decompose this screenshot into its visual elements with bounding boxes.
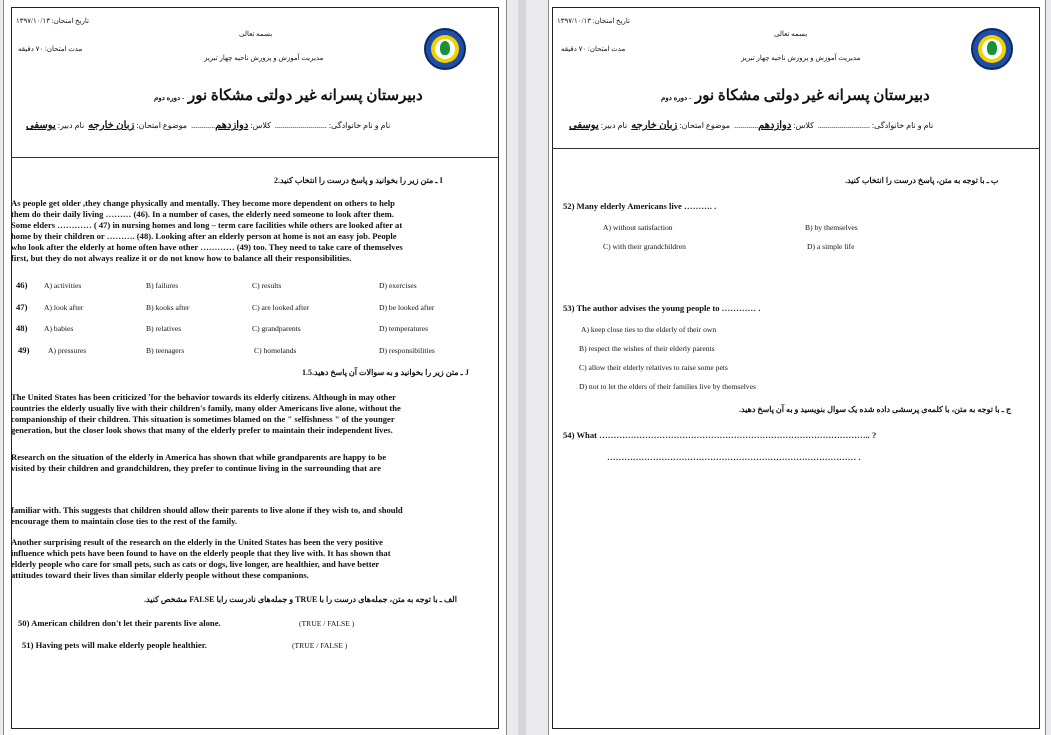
tf-instruction: الف ـ با توجه به متن، جمله‌های درست را با TRUE و جمله‌های نادرست رابا FALSE مشخص کنید. (144, 595, 457, 604)
option-a[interactable]: A) pressures (48, 346, 87, 355)
true-false-51[interactable]: (TRUE / FALSE ) (292, 641, 348, 650)
passage-2-p3: familiar with. This suggests that children should allow their parents to live alone if they wish to, and should encourage them to maintain close ties to the rest of the family. (11, 505, 403, 526)
exam-duration: مدت امتحان: ۷۰ دقیقه (561, 45, 626, 53)
passage-2-p4: Another surprising result of the research on the elderly in the United States has been the very positive influence which pets have been found to have on the elderly people that they live with. It has shown that elderly people who care for small pets, such as cats or dogs, live longer, are healthier, and have better attitudes toward their lives than similar elderly people without these companions. (11, 537, 391, 580)
basmala: بسمه تعالی (239, 30, 273, 38)
section-i-instruction: I ـ متن زیر را بخوانید و پاسخ درست را انتخاب کنید.2 (274, 176, 443, 185)
option-c[interactable]: C) allow their elderly relatives to raise some pets (579, 363, 728, 372)
header-divider (11, 157, 499, 158)
option-a[interactable]: A) without satisfaction (603, 223, 673, 232)
school-logo-icon (971, 28, 1013, 70)
option-b[interactable]: B) by themselves (805, 223, 858, 232)
basmala: بسمه تعالی (774, 30, 808, 38)
option-c[interactable]: C) results (252, 281, 282, 290)
option-a[interactable]: A) look after (44, 303, 84, 312)
passage-2-p1: The United States has been criticized ̛ for the behavior towards its elderly citizens. Although in may other countries the elderly usually live with their children's family, many older Americans live alone, without the companionship of their children. This situation is sometimes blamed on the " selfishness " of the younger generation, but the closer look shows that many of the elderly prefer to maintain their independent lives. (11, 392, 401, 435)
section-b-instruction: ب ـ با توجه به متن، پاسخ درست را انتخاب کنید. (845, 176, 999, 185)
office-name: مدیریت آموزش و پرورش ناحیه چهار تبریز (204, 54, 324, 62)
option-c[interactable]: C) grandparents (252, 324, 301, 333)
option-d[interactable]: D) a simple life (807, 242, 855, 251)
option-b[interactable]: B) teenagers (146, 346, 185, 355)
school-title: دبیرستان پسرانه غیر دولتی مشکاة نور - دوره دوم (661, 88, 930, 104)
option-b[interactable]: B) respect the wishes of their elderly parents (579, 344, 715, 353)
student-info-row: نام و نام خانوادگی: .......................... کلاس: دوازدهم............ موضوع امتحان: زبان خارجه نام دبیر: یوسفی (569, 120, 934, 131)
answer-line-54[interactable]: …………………………………………………………………………… . (607, 452, 861, 462)
exam-date: تاریخ امتحان: ۱۳۹۷/۱۰/۱۳ (16, 17, 89, 25)
question-53: 53) The author advises the young people to ………… . (563, 303, 761, 313)
option-d[interactable]: D) exercises (379, 281, 417, 290)
option-a[interactable]: A) keep close ties to the elderly of their own (581, 325, 717, 334)
true-false-50[interactable]: (TRUE / FALSE ) (299, 619, 355, 628)
question-54[interactable]: 54) What ………………………………………………………………………………….. ? (563, 430, 877, 440)
header-divider (552, 148, 1040, 149)
school-title: دبیرستان پسرانه غیر دولتی مشکاة نور - دوره دوم (154, 88, 423, 104)
exam-duration: مدت امتحان: ۷۰ دقیقه (18, 45, 83, 53)
question-51: 51) Having pets will make elderly people healthier. (22, 640, 207, 650)
passage-2-p2: Research on the situation of the elderly in America has shown that while grandparents are happy to be visited by their children and grandchildren, they prefer to continue living in the surrounding that are (11, 452, 387, 473)
option-b[interactable]: B) failures (146, 281, 179, 290)
section-c-instruction: ج ـ با توجه به متن، با کلمه‌ی پرسشی داده شده یک سوال بنویسید و به آن پاسخ دهید. (739, 405, 1012, 414)
option-b[interactable]: B) kooks after (146, 303, 190, 312)
option-c[interactable]: C) homelands (254, 346, 297, 355)
exam-page-1: تاریخ امتحان: ۱۳۹۷/۱۰/۱۳ مدت امتحان: ۷۰ دقیقه بسمه تعالی مدیریت آموزش و پرورش ناحیه چهار تبریز دبیرستان پسرانه غیر دولتی مشکاة نور - دوره دوم نام و نام خانوادگی: .......................... کلاس: دوازدهم............ موضوع امتحان: زبان خارجه نام دبیر: یوسفی I ـ متن زیر را بخوانید و پاسخ درست را انتخاب کنید.2 As people get older ,they change physically and mentally. They become more dependent on others to help them do their daily living ……… (46). In a number of cases, the elderly need someone to look after them. Some elders ………… ( 47) in nursing homes and long – term care facilities while others are looked after at home by their children or ………. (48). Looking after an elderly person at home is not an easy job. People who look after the elderly at home often have other ………… (49) too. They need to take care of themselves first, but they do not always realize it or do not know how to balance all their responsibilities. 46) A) activities B) failures C) results D) exercises 47) A) look after B) kooks after C) are looked after D) be looked after 48) A) babies B) relatives C) grandparents D) temperatures 49) A) pressures B) teenagers C) homelands D) responsibilities J ـ متن زیر را بخوانید و به سوالات آن پاسخ دهید.1.5 The United States has been criticized ̛ for the behavior towards its elderly citizens. Although in may other countries the elderly usually live with their children's family, many older Americans live alone, without the companionship of their children. This situation is sometimes blamed on the " selfishness " of the younger generation, but the closer look shows that many of the elderly prefer to maintain their independent lives. Research on the situation of the elderly in America has shown that while grandparents are happy to be visited by their children and grandchildren, they prefer to continue living in the surrounding that are familiar with. This suggests that children should allow their parents to live alone if they wish to, and should encourage them to maintain close ties to the rest of the family. Another surprising result of the research on the elderly in the United States has been the very positive influence which pets have been found to have on the elderly people that they live with. It has shown that elderly people who care for small pets, such as cats or dogs, live longer, are healthier, and have better attitudes toward their lives than similar elderly people without these companions. الف ـ با توجه به متن، جمله‌های درست را با TRUE و جمله‌های نادرست رابا FALSE مشخص کنید. 50) American children don't let their parents live alone. (TRUE / FALSE ) 51) Having pets will make elderly people healthier. (TRUE / FALSE ) (3, 0, 507, 735)
option-b[interactable]: B) relatives (146, 324, 182, 333)
option-c[interactable]: C) with their grandchildren (603, 242, 686, 251)
option-d[interactable]: D) not to let the elders of their families live by themselves (579, 382, 756, 391)
question-52: 52) Many elderly Americans live ………. . (563, 201, 717, 211)
option-d[interactable]: D) responsibilities (379, 346, 435, 355)
option-a[interactable]: A) babies (44, 324, 74, 333)
exam-date: تاریخ امتحان: ۱۳۹۷/۱۰/۱۳ (557, 17, 630, 25)
section-j-instruction: J ـ متن زیر را بخوانید و به سوالات آن پاسخ دهید.1.5 (302, 368, 469, 377)
option-d[interactable]: D) be looked after (379, 303, 435, 312)
student-info-row: نام و نام خانوادگی: .......................... کلاس: دوازدهم............ موضوع امتحان: زبان خارجه نام دبیر: یوسفی (26, 120, 391, 131)
option-a[interactable]: A) activities (44, 281, 82, 290)
page-gutter (518, 0, 526, 735)
option-d[interactable]: D) temperatures (379, 324, 429, 333)
question-50: 50) American children don't let their parents live alone. (18, 618, 221, 628)
exam-page-2 (548, 0, 1046, 735)
option-c[interactable]: C) are looked after (252, 303, 310, 312)
passage-1: As people get older ,they change physically and mentally. They become more dependent on others to help them do their daily living ……… (46). In a number of cases, the elderly need someone to look after them. Some elders ………… ( 47) in nursing homes and long – term care facilities while others are looked after at home by their children or ………. (48). Looking after an elderly person at home is not an easy job. People who look after the elderly at home often have other ………… (49) too. They need to take care of themselves first, but they do not always realize it or do not know how to balance all their responsibilities. (11, 198, 403, 263)
school-logo-icon (424, 28, 466, 70)
office-name: مدیریت آموزش و پرورش ناحیه چهار تبریز (741, 54, 861, 62)
